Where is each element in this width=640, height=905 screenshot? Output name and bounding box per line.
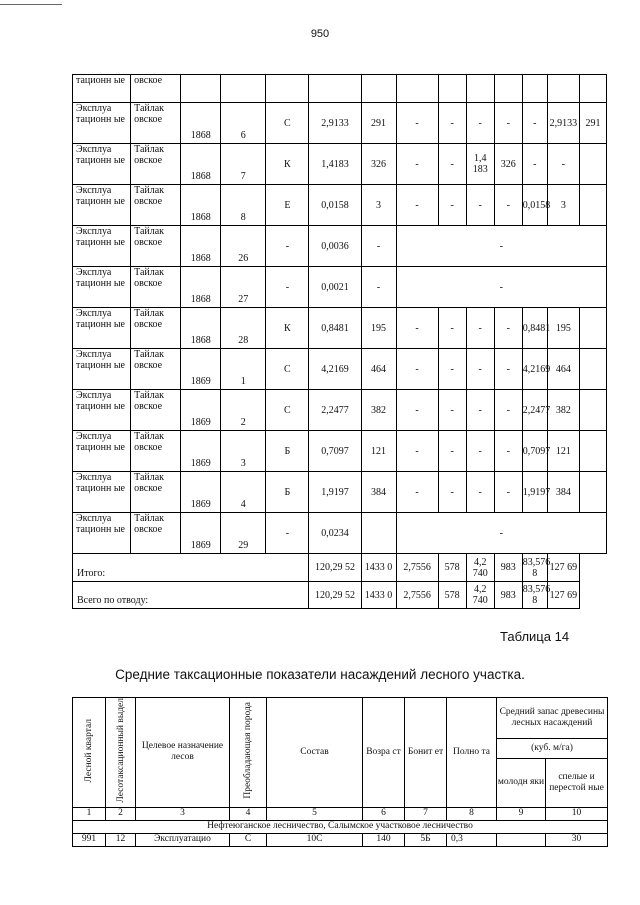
cell-merged: -	[396, 513, 606, 554]
cell-c8	[579, 308, 606, 349]
cell-area: 2,9133	[309, 103, 361, 144]
column-number: 4	[230, 807, 267, 820]
header-stock-group: Средний запас древесины лесных насаждений	[497, 698, 608, 739]
cell-species: Б	[266, 472, 309, 513]
cell-area	[309, 75, 361, 103]
header-density: Полно та	[447, 698, 497, 808]
totals-row	[73, 582, 607, 609]
cell-vydel	[221, 75, 266, 103]
cell-species: С	[230, 833, 267, 846]
table-row	[73, 349, 607, 390]
cell-department: овское	[131, 75, 181, 103]
totals-c5: 983	[494, 582, 522, 609]
totals-c5: 983	[494, 554, 522, 582]
totals-label: Всего по отводу:	[73, 582, 309, 609]
table-row	[73, 472, 607, 513]
column-number: 1	[73, 807, 106, 820]
cell-density: 0,3	[447, 833, 497, 846]
cell-kvartal: 1868	[181, 144, 221, 185]
cell-department: Тайлак овское	[131, 308, 181, 349]
cell-kvartal: 1868	[181, 267, 221, 308]
cell-c5: -	[494, 349, 522, 390]
cell-c8	[579, 472, 606, 513]
cell-c7: 2,9133	[547, 103, 579, 144]
cell-c7: -	[547, 144, 579, 185]
cell-c2	[396, 75, 438, 103]
cell-c2: -	[396, 349, 438, 390]
cell-species	[266, 75, 309, 103]
cell-vydel: 3	[221, 431, 266, 472]
cell-c6: 4,2169	[522, 349, 547, 390]
cell-mature: 30	[546, 833, 608, 846]
cell-c3	[438, 75, 466, 103]
cell-c1: -	[361, 226, 396, 267]
header-age: Возра ст	[363, 698, 405, 808]
cell-c6: -	[522, 103, 547, 144]
cell-species: -	[266, 226, 309, 267]
totals-c2: 2,7556	[396, 582, 438, 609]
cell-category: Эксплуа тационн ые	[73, 349, 131, 390]
totals-c7: 127 69	[547, 554, 579, 582]
cell-c6: 0,8481	[522, 308, 547, 349]
cell-department: Тайлак овское	[131, 431, 181, 472]
cell-vydel: 7	[221, 144, 266, 185]
cell-c3: -	[438, 349, 466, 390]
cell-species: -	[266, 513, 309, 554]
header-purpose: Целевое назначение лесов	[136, 698, 230, 808]
cell-c4: -	[466, 349, 494, 390]
cell-c2: -	[396, 390, 438, 431]
cell-age: 140	[363, 833, 405, 846]
cell-c1: 291	[361, 103, 396, 144]
cell-young	[497, 833, 546, 846]
cell-c3: -	[438, 390, 466, 431]
cell-category: Эксплуа тационн ые	[73, 472, 131, 513]
cell-category: Эксплуа тационн ые	[73, 144, 131, 185]
cell-kvartal: 1869	[181, 349, 221, 390]
cell-c8	[579, 144, 606, 185]
totals-label: Итого:	[73, 554, 309, 582]
cell-c1	[361, 75, 396, 103]
cell-c4: -	[466, 308, 494, 349]
cell-c7: 195	[547, 308, 579, 349]
cell-c4: -	[466, 390, 494, 431]
cell-purpose: Эксплуатацио	[136, 833, 230, 846]
cell-c6: 1,9197	[522, 472, 547, 513]
allotment-table	[72, 74, 607, 609]
cell-c2: -	[396, 144, 438, 185]
cell-area: 0,8481	[309, 308, 361, 349]
cell-category: Эксплуа тационн ые	[73, 308, 131, 349]
cell-category: Эксплуа тационн ые	[73, 513, 131, 554]
cell-c5: -	[494, 431, 522, 472]
cell-area: 1,9197	[309, 472, 361, 513]
cell-c8	[579, 349, 606, 390]
cell-area: 2,2477	[309, 390, 361, 431]
cell-c4: -	[466, 185, 494, 226]
header-stock-unit: (куб. м/га)	[497, 738, 608, 758]
cell-area: 0,0158	[309, 185, 361, 226]
cell-c2: -	[396, 431, 438, 472]
cell-c1: 195	[361, 308, 396, 349]
cell-species: С	[266, 349, 309, 390]
cell-c8	[579, 431, 606, 472]
cell-c7: 464	[547, 349, 579, 390]
table-row	[73, 75, 607, 103]
cell-vydel: 2	[221, 390, 266, 431]
totals-c3: 578	[438, 582, 466, 609]
cell-department: Тайлак овское	[131, 103, 181, 144]
cell-c1: 326	[361, 144, 396, 185]
cell-c6: -	[522, 144, 547, 185]
cell-c8: 291	[579, 103, 606, 144]
cell-c5: -	[494, 103, 522, 144]
cell-species: К	[266, 308, 309, 349]
header-kvartal: Лесной квартал	[73, 698, 106, 808]
header-species: Преобладающая порода	[230, 698, 267, 808]
cell-c1: 382	[361, 390, 396, 431]
cell-category: Эксплуа тационн ые	[73, 103, 131, 144]
totals-c1: 1433 0	[361, 554, 396, 582]
totals-area: 120,29 52	[309, 582, 361, 609]
totals-c7: 127 69	[547, 582, 579, 609]
cell-c5: -	[494, 390, 522, 431]
table-row	[73, 144, 607, 185]
cell-c7: 3	[547, 185, 579, 226]
header-bonitet: Бонит ет	[405, 698, 447, 808]
table-row	[73, 267, 607, 308]
cell-c4: 1,4 183	[466, 144, 494, 185]
taxation-table	[72, 697, 608, 847]
cell-kvartal: 1869	[181, 390, 221, 431]
column-number: 2	[106, 807, 136, 820]
cell-area: 4,2169	[309, 349, 361, 390]
cell-c5: -	[494, 472, 522, 513]
totals-c1: 1433 0	[361, 582, 396, 609]
cell-c3: -	[438, 103, 466, 144]
column-number: 8	[447, 807, 497, 820]
column-number: 10	[546, 807, 608, 820]
cell-c5: 326	[494, 144, 522, 185]
cell-c3: -	[438, 185, 466, 226]
cell-c7: 382	[547, 390, 579, 431]
cell-c2: -	[396, 103, 438, 144]
cell-c3: -	[438, 431, 466, 472]
cell-c5: -	[494, 185, 522, 226]
cell-department: Тайлак овское	[131, 185, 181, 226]
cell-department: Тайлак овское	[131, 472, 181, 513]
cell-area: 0,0036	[309, 226, 361, 267]
cell-vydel: 27	[221, 267, 266, 308]
column-number: 6	[363, 807, 405, 820]
cell-species: С	[266, 390, 309, 431]
cell-department: Тайлак овское	[131, 267, 181, 308]
cell-c6: 0,7097	[522, 431, 547, 472]
cell-area: 0,0021	[309, 267, 361, 308]
cell-merged: -	[396, 226, 606, 267]
cell-species: Е	[266, 185, 309, 226]
cell-department: Тайлак овское	[131, 513, 181, 554]
cell-kvartal: 1868	[181, 185, 221, 226]
cell-c8	[579, 75, 606, 103]
totals-c4: 4,2 740	[466, 554, 494, 582]
page-number: 950	[310, 28, 330, 40]
cell-species: -	[266, 267, 309, 308]
column-number: 5	[267, 807, 363, 820]
cell-department: Тайлак овское	[131, 349, 181, 390]
cell-area: 0,0234	[309, 513, 361, 554]
cell-vydel: 26	[221, 226, 266, 267]
cell-category: Эксплуа тационн ые	[73, 267, 131, 308]
table-row	[73, 513, 607, 554]
cell-kvartal: 1868	[181, 308, 221, 349]
totals-c3: 578	[438, 554, 466, 582]
cell-category: Эксплуа тационн ые	[73, 226, 131, 267]
cell-c8	[579, 390, 606, 431]
table-row	[73, 431, 607, 472]
cell-c6: 0,0158	[522, 185, 547, 226]
cell-kvartal	[181, 75, 221, 103]
totals-row	[73, 554, 607, 582]
cell-vydel: 1	[221, 349, 266, 390]
cell-species: К	[266, 144, 309, 185]
table-heading: Средние таксационные показатели насаждений лесного участка.	[115, 667, 525, 682]
totals-c4: 4,2 740	[466, 582, 494, 609]
header-mature: спелые и перестой ные	[546, 758, 608, 807]
table-row	[73, 226, 607, 267]
table-row	[73, 185, 607, 226]
column-numbers-row	[73, 807, 608, 820]
cell-c4: -	[466, 431, 494, 472]
cell-kvartal: 1869	[181, 431, 221, 472]
cell-c8	[579, 185, 606, 226]
cell-vydel: 28	[221, 308, 266, 349]
cell-c3: -	[438, 308, 466, 349]
cell-category: Эксплуа тационн ые	[73, 390, 131, 431]
cell-c7: 121	[547, 431, 579, 472]
cell-kvartal: 1869	[181, 513, 221, 554]
cell-c1: 3	[361, 185, 396, 226]
cell-c1: 121	[361, 431, 396, 472]
cell-vydel: 12	[106, 833, 136, 846]
cell-species: Б	[266, 431, 309, 472]
cell-c6: 2,2477	[522, 390, 547, 431]
table-row	[73, 103, 607, 144]
cell-kvartal: 1868	[181, 103, 221, 144]
column-number: 9	[497, 807, 546, 820]
cell-c4: -	[466, 472, 494, 513]
cell-c1: 384	[361, 472, 396, 513]
cell-vydel: 6	[221, 103, 266, 144]
cell-c5	[494, 75, 522, 103]
cell-category: тационн ые	[73, 75, 131, 103]
totals-c6: 83,576 8	[522, 554, 547, 582]
cell-kvartal: 991	[73, 833, 106, 846]
totals-c2: 2,7556	[396, 554, 438, 582]
cell-c7: 384	[547, 472, 579, 513]
cell-department: Тайлак овское	[131, 144, 181, 185]
cell-c2: -	[396, 185, 438, 226]
column-number: 3	[136, 807, 230, 820]
cell-c2: -	[396, 308, 438, 349]
scan-mark	[0, 0, 62, 5]
cell-c4	[466, 75, 494, 103]
header-vydel: Лесотаксационный выдел	[106, 698, 136, 808]
section-row: Нефтеюганское лесничество, Салымское участковое лесничество	[73, 820, 608, 833]
cell-department: Тайлак овское	[131, 390, 181, 431]
table-label: Таблица 14	[500, 629, 570, 644]
header-young: молодн яки	[497, 758, 546, 807]
header-composition: Состав	[267, 698, 363, 808]
allotment-table-body	[73, 75, 607, 609]
cell-c6	[522, 75, 547, 103]
cell-bonitet: 5Б	[405, 833, 447, 846]
cell-kvartal: 1869	[181, 472, 221, 513]
cell-c2: -	[396, 472, 438, 513]
totals-area: 120,29 52	[309, 554, 361, 582]
cell-c1: 464	[361, 349, 396, 390]
cell-c5: -	[494, 308, 522, 349]
table-row	[73, 390, 607, 431]
cell-composition: 10С	[267, 833, 363, 846]
cell-c4: -	[466, 103, 494, 144]
cell-area: 0,7097	[309, 431, 361, 472]
column-number: 7	[405, 807, 447, 820]
cell-category: Эксплуа тационн ые	[73, 185, 131, 226]
cell-c3: -	[438, 472, 466, 513]
cell-c1	[361, 513, 396, 554]
cell-merged: -	[396, 267, 606, 308]
cell-vydel: 4	[221, 472, 266, 513]
totals-c6: 83,576 8	[522, 582, 547, 609]
cell-vydel: 8	[221, 185, 266, 226]
cell-c3: -	[438, 144, 466, 185]
cell-vydel: 29	[221, 513, 266, 554]
cell-c1: -	[361, 267, 396, 308]
table-row	[73, 308, 607, 349]
cell-area: 1,4183	[309, 144, 361, 185]
cell-department: Тайлак овское	[131, 226, 181, 267]
cell-c7	[547, 75, 579, 103]
cell-category: Эксплуа тационн ые	[73, 431, 131, 472]
cell-kvartal: 1868	[181, 226, 221, 267]
cell-species: С	[266, 103, 309, 144]
data-row	[73, 833, 608, 846]
